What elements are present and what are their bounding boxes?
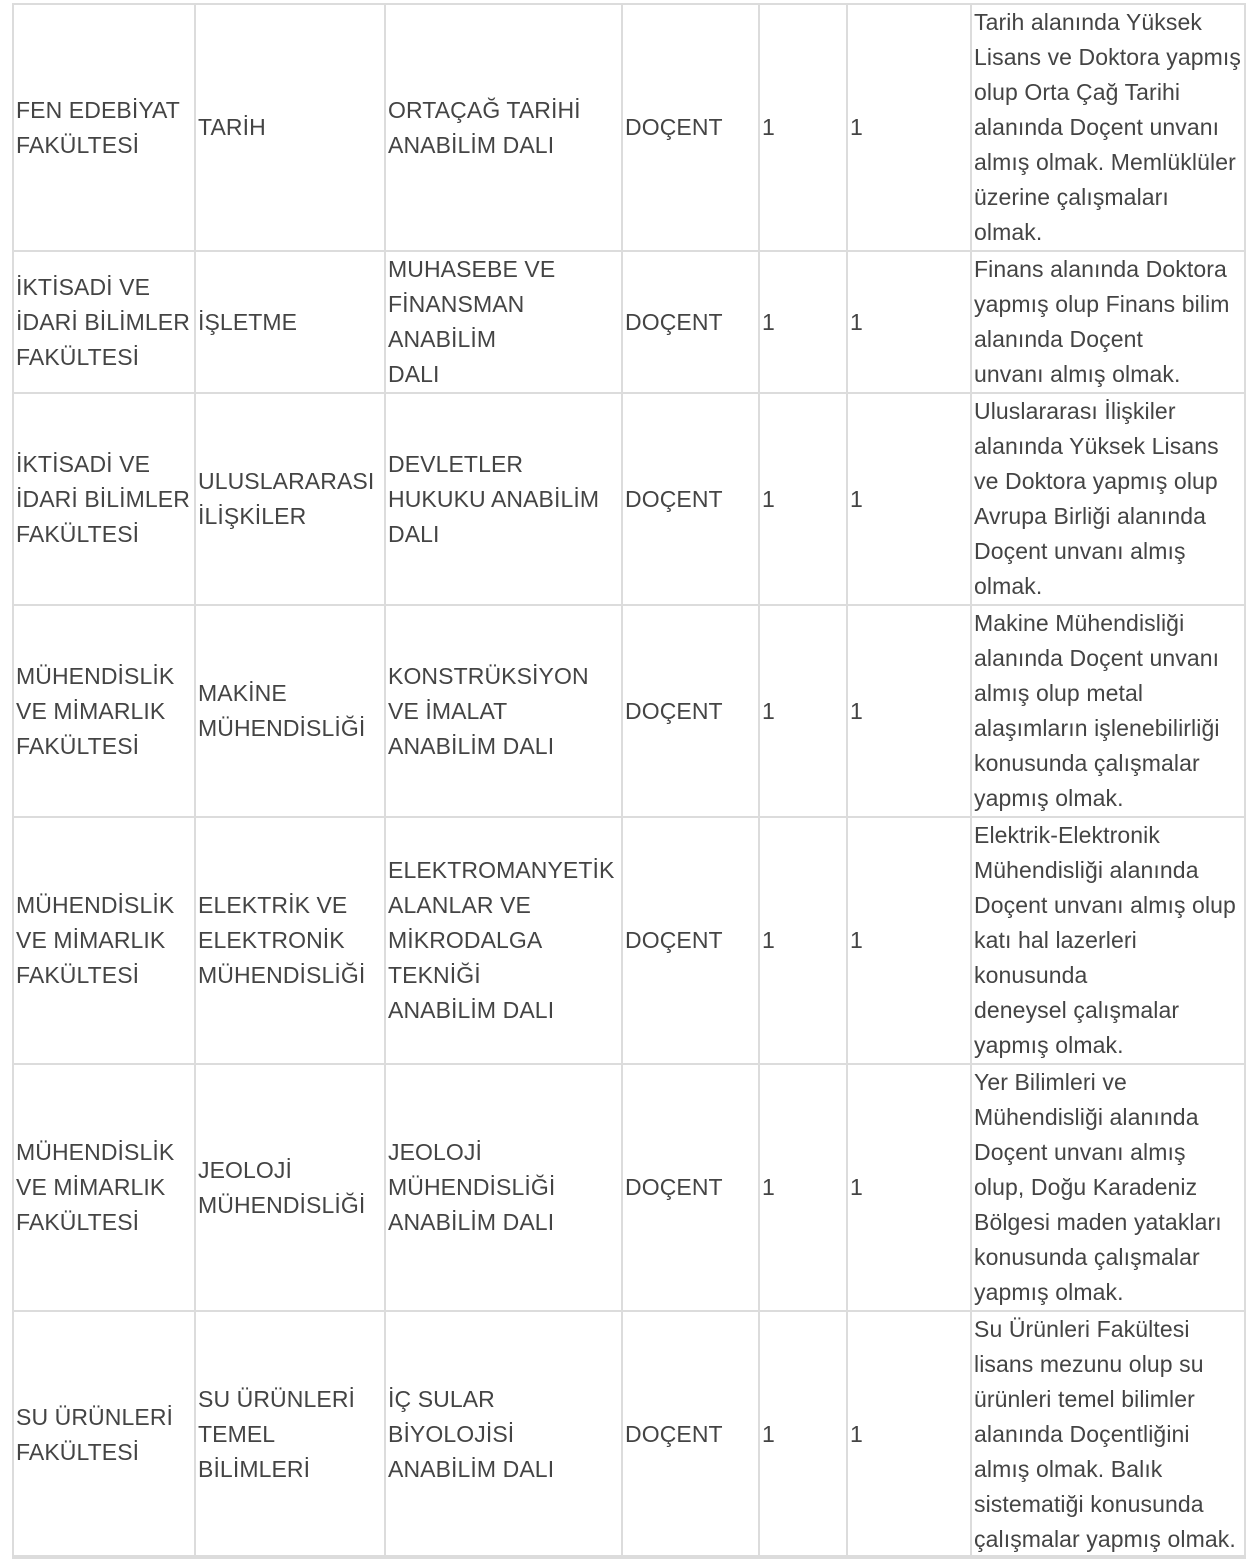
department-cell: İŞLETME <box>195 251 385 393</box>
department-cell: ULUSLARARASI İLİŞKİLER <box>195 393 385 605</box>
table-row <box>13 4 1245 251</box>
department-cell: JEOLOJİ MÜHENDİSLİĞİ <box>195 1064 385 1311</box>
anabilim-cell: ORTAÇAĞ TARİHİ ANABİLİM DALI <box>385 4 622 251</box>
requirement-cell: Tarih alanında Yüksek Lisans ve Doktora yapmış olup Orta Çağ Tarihi alanında Doçent unvanı almış olmak. Memlüklüler üzerine çalışmaları olmak. <box>971 4 1245 251</box>
department-cell: TARİH <box>195 4 385 251</box>
department-cell: MAKİNE MÜHENDİSLİĞİ <box>195 605 385 817</box>
table-row <box>13 1311 1245 1558</box>
anabilim-cell: İÇ SULAR BİYOLOJİSİ ANABİLİM DALI <box>385 1311 622 1558</box>
degree-cell: 1 <box>759 4 847 251</box>
faculty-cell: İKTİSADİ VE İDARİ BİLİMLER FAKÜLTESİ <box>13 251 195 393</box>
table-continuation-border <box>12 1555 1244 1561</box>
requirement-cell: Finans alanında Doktora yapmış olup Finans bilim alanında Doçent unvanı almış olmak. <box>971 251 1245 393</box>
department-cell: ELEKTRİK VE ELEKTRONİK MÜHENDİSLİĞİ <box>195 817 385 1064</box>
table-row <box>13 605 1245 817</box>
positions-table-body <box>13 4 1245 1558</box>
department-cell: SU ÜRÜNLERİ TEMEL BİLİMLERİ <box>195 1311 385 1558</box>
count-cell: 1 <box>847 4 971 251</box>
count-cell: 1 <box>847 1311 971 1558</box>
degree-cell: 1 <box>759 817 847 1064</box>
cadre-cell: DOÇENT <box>622 1311 759 1558</box>
requirement-cell: Makine Mühendisliği alanında Doçent unvanı almış olup metal alaşımların işlenebilirliği konusunda çalışmalar yapmış olmak. <box>971 605 1245 817</box>
faculty-cell: MÜHENDİSLİK VE MİMARLIK FAKÜLTESİ <box>13 605 195 817</box>
faculty-cell: MÜHENDİSLİK VE MİMARLIK FAKÜLTESİ <box>13 817 195 1064</box>
faculty-cell: SU ÜRÜNLERİ FAKÜLTESİ <box>13 1311 195 1558</box>
degree-cell: 1 <box>759 1064 847 1311</box>
count-cell: 1 <box>847 817 971 1064</box>
cadre-cell: DOÇENT <box>622 605 759 817</box>
requirement-cell: Uluslararası İlişkiler alanında Yüksek Lisans ve Doktora yapmış olup Avrupa Birliği alanında Doçent unvanı almış olmak. <box>971 393 1245 605</box>
count-cell: 1 <box>847 251 971 393</box>
count-cell: 1 <box>847 605 971 817</box>
table-row <box>13 817 1245 1064</box>
faculty-cell: FEN EDEBİYAT FAKÜLTESİ <box>13 4 195 251</box>
anabilim-cell: MUHASEBE VE FİNANSMAN ANABİLİM DALI <box>385 251 622 393</box>
anabilim-cell: KONSTRÜKSİYON VE İMALAT ANABİLİM DALI <box>385 605 622 817</box>
count-cell: 1 <box>847 1064 971 1311</box>
degree-cell: 1 <box>759 251 847 393</box>
anabilim-cell: JEOLOJİ MÜHENDİSLİĞİ ANABİLİM DALI <box>385 1064 622 1311</box>
degree-cell: 1 <box>759 393 847 605</box>
cadre-cell: DOÇENT <box>622 4 759 251</box>
requirement-cell: Elektrik-Elektronik Mühendisliği alanında Doçent unvanı almış olup katı hal lazerleri konusunda deneysel çalışmalar yapmış olmak. <box>971 817 1245 1064</box>
degree-cell: 1 <box>759 605 847 817</box>
table-row <box>13 251 1245 393</box>
requirement-cell: Su Ürünleri Fakültesi lisans mezunu olup su ürünleri temel bilimler alanında Doçentliğini almış olmak. Balık sistematiği konusunda çalışmalar yapmış olmak. <box>971 1311 1245 1558</box>
requirement-cell: Yer Bilimleri ve Mühendisliği alanında Doçent unvanı almış olup, Doğu Karadeniz Bölgesi maden yatakları konusunda çalışmalar yapmış olmak. <box>971 1064 1245 1311</box>
cadre-cell: DOÇENT <box>622 1064 759 1311</box>
anabilim-cell: ELEKTROMANYETİK ALANLAR VE MİKRODALGA TEKNİĞİ ANABİLİM DALI <box>385 817 622 1064</box>
table-row <box>13 393 1245 605</box>
cadre-cell: DOÇENT <box>622 817 759 1064</box>
count-cell: 1 <box>847 393 971 605</box>
faculty-cell: MÜHENDİSLİK VE MİMARLIK FAKÜLTESİ <box>13 1064 195 1311</box>
table-row <box>13 1064 1245 1311</box>
cadre-cell: DOÇENT <box>622 393 759 605</box>
positions-table <box>12 3 1246 1559</box>
cadre-cell: DOÇENT <box>622 251 759 393</box>
anabilim-cell: DEVLETLER HUKUKU ANABİLİM DALI <box>385 393 622 605</box>
faculty-cell: İKTİSADİ VE İDARİ BİLİMLER FAKÜLTESİ <box>13 393 195 605</box>
degree-cell: 1 <box>759 1311 847 1558</box>
